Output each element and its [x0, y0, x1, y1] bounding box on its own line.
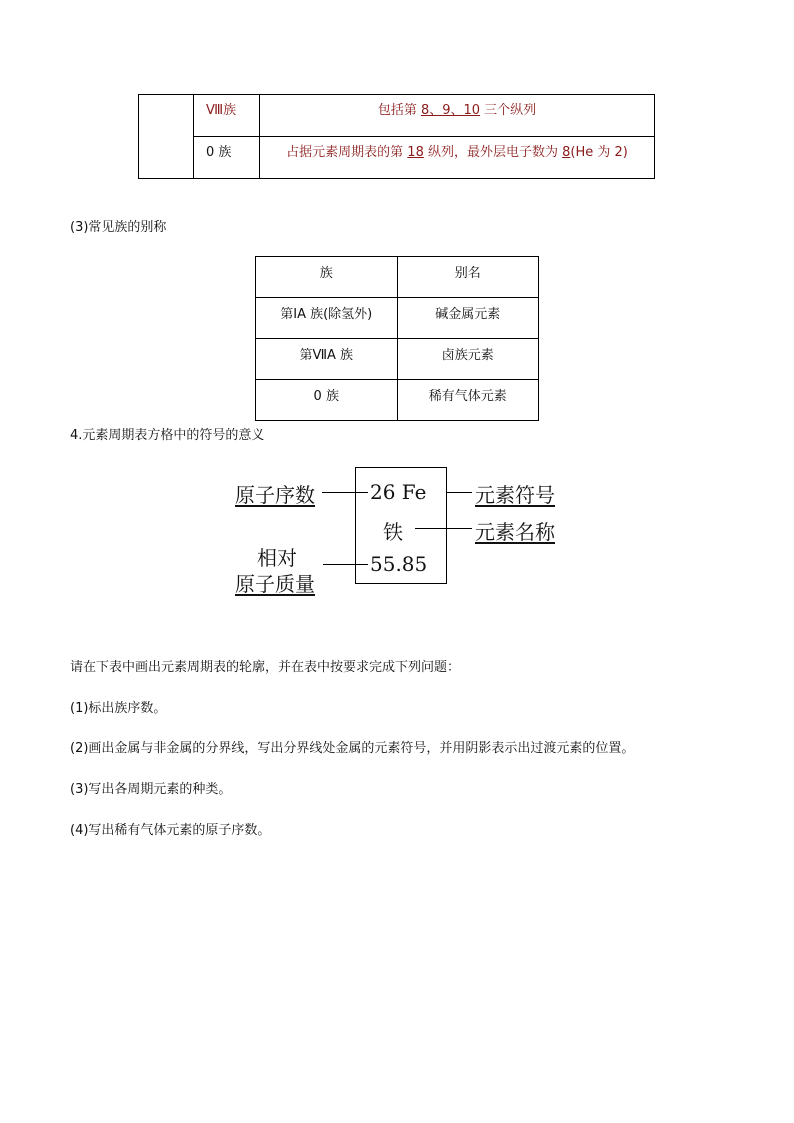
question-2: (2)画出金属与非金属的分界线，写出分界线处金属的元素符号，并用阴影表示出过渡元素的位置。: [70, 741, 635, 756]
table-row: [139, 137, 655, 179]
cell-name-line: 铁: [383, 520, 403, 544]
group-cell: 0 族: [194, 137, 260, 179]
desc-text: 占据元素周期表的第: [286, 145, 408, 160]
group-table-continued: [138, 94, 655, 179]
group-desc-cell: [260, 137, 655, 179]
mass-label-line1: 相对: [257, 546, 297, 570]
table-cell: 第ⅠA 族(除氢外): [256, 298, 398, 339]
desc-text: 包括第: [377, 103, 421, 118]
element-cell-diagram: [225, 462, 575, 602]
group-alias-table: [255, 256, 539, 421]
header-cell: 族: [256, 257, 398, 298]
table-row: [256, 380, 539, 421]
desc-text: 纵列，最外层电子数为: [423, 145, 563, 160]
desc-answer: 8: [562, 145, 571, 160]
section-4-title: 4.元素周期表方格中的符号的意义: [70, 428, 265, 443]
symbol-label: 元素符号: [475, 483, 555, 507]
table-row: [139, 95, 655, 137]
name-label: 元素名称: [475, 520, 555, 544]
connector-line: [322, 492, 368, 493]
cell-symbol-line: 26 Fe: [370, 480, 427, 504]
question-4: (4)写出稀有气体元素的原子序数。: [70, 823, 271, 838]
cell-mass-line: 55.85: [370, 552, 428, 576]
table-row: [256, 298, 539, 339]
question-1: (1)标出族序数。: [70, 701, 167, 716]
atomic-number-label: 原子序数: [235, 483, 315, 507]
section-3-title: (3)常见族的别称: [70, 220, 167, 235]
connector-line: [447, 492, 472, 493]
group-cell: Ⅷ族: [194, 95, 260, 137]
connector-line: [415, 528, 472, 529]
table-cell: 卤族元素: [397, 339, 539, 380]
table-row: [256, 339, 539, 380]
connector-line: [323, 564, 368, 565]
question-3: (3)写出各周期元素的种类。: [70, 782, 232, 797]
mass-label-line2: 原子质量: [235, 572, 315, 596]
desc-text: (He 为 2): [570, 145, 628, 160]
desc-answer: 8、9、10: [420, 103, 481, 118]
table-header-row: [256, 257, 539, 298]
group-desc-cell: [260, 95, 655, 137]
header-cell: 别名: [397, 257, 539, 298]
table-cell: 第ⅦA 族: [256, 339, 398, 380]
desc-text: 三个纵列: [480, 103, 537, 118]
table-cell: 碱金属元素: [397, 298, 539, 339]
empty-cell: [139, 95, 194, 179]
table-cell: 0 族: [256, 380, 398, 421]
desc-answer: 18: [407, 145, 424, 160]
instructions-intro: 请在下表中画出元素周期表的轮廓，并在表中按要求完成下列问题：: [70, 660, 461, 675]
table-cell: 稀有气体元素: [397, 380, 539, 421]
